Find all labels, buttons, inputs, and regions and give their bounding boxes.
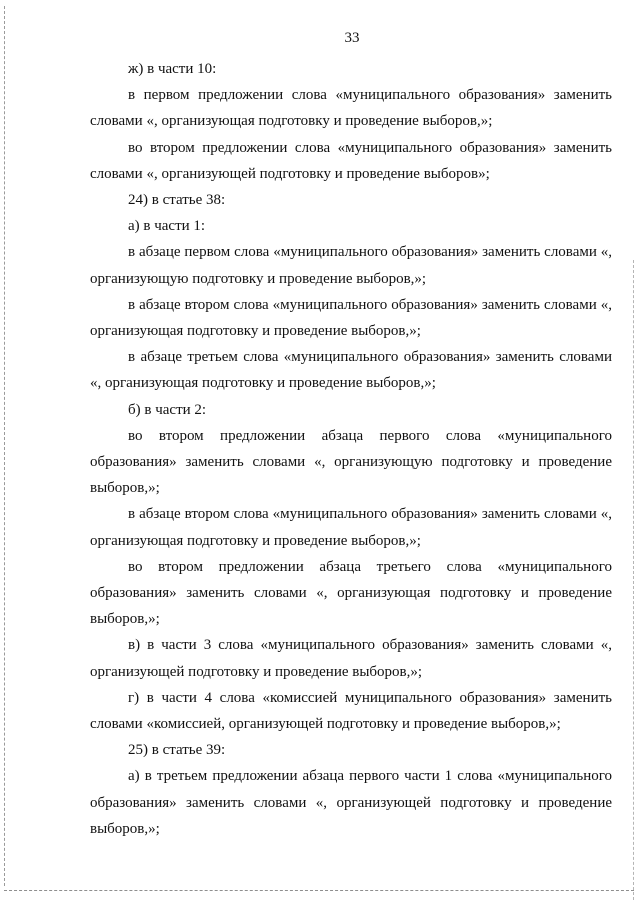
paragraph: г) в части 4 слова «комиссией муниципального образования» заменить словами «комиссией, организующей подготовку и проведение выборов,»; xyxy=(90,689,612,733)
page-left-edge xyxy=(4,6,5,886)
paragraph: во втором предложении абзаца третьего слова «муниципального образования» заменить словами «, организующая подготовку и проведение выборов,»; xyxy=(90,558,612,628)
page-bottom-edge xyxy=(4,890,634,891)
paragraph: во втором предложении абзаца первого слова «муниципального образования» заменить словами «, организующую подготовку и проведение выборов,»; xyxy=(90,427,612,497)
paragraph: 24) в статье 38: xyxy=(128,192,226,209)
paragraph: в абзаце первом слова «муниципального образования» заменить словами «, организующую подготовку и проведение выборов,»; xyxy=(90,244,612,287)
paragraph: в абзаце третьем слова «муниципального образования» заменить словами «, организующая подготовку и проведение выборов,»; xyxy=(90,349,612,392)
page-right-edge xyxy=(633,260,634,900)
paragraph: ж) в части 10: xyxy=(128,61,217,77)
paragraph: 25) в статье 39: xyxy=(128,742,226,759)
paragraph: а) в части 1: xyxy=(128,218,206,235)
paragraph: б) в части 2: xyxy=(128,401,207,418)
paragraph: в первом предложении слова «муниципального образования» заменить словами «, организующая подготовку и проведение выборов,»; xyxy=(90,87,612,130)
paragraph: во втором предложении слова «муниципального образования» заменить словами «, организующей подготовку и проведение выборов»; xyxy=(90,139,612,182)
paragraph: а) в третьем предложении абзаца первого части 1 слова «муниципального образования» заменить словами «, организующей подготовку и проведение выборов,»; xyxy=(90,768,612,837)
page-number: 33 xyxy=(344,30,360,46)
document-body xyxy=(90,56,612,842)
paragraph: в) в части 3 слова «муниципального образования» заменить словами «, организующей подготовку и проведение выборов,»; xyxy=(90,637,612,680)
paragraph: в абзаце втором слова «муниципального образования» заменить словами «, организующая подготовку и проведение выборов,»; xyxy=(90,506,612,549)
paragraph: в абзаце втором слова «муниципального образования» заменить словами «, организующая подготовку и проведение выборов,»; xyxy=(90,296,612,340)
